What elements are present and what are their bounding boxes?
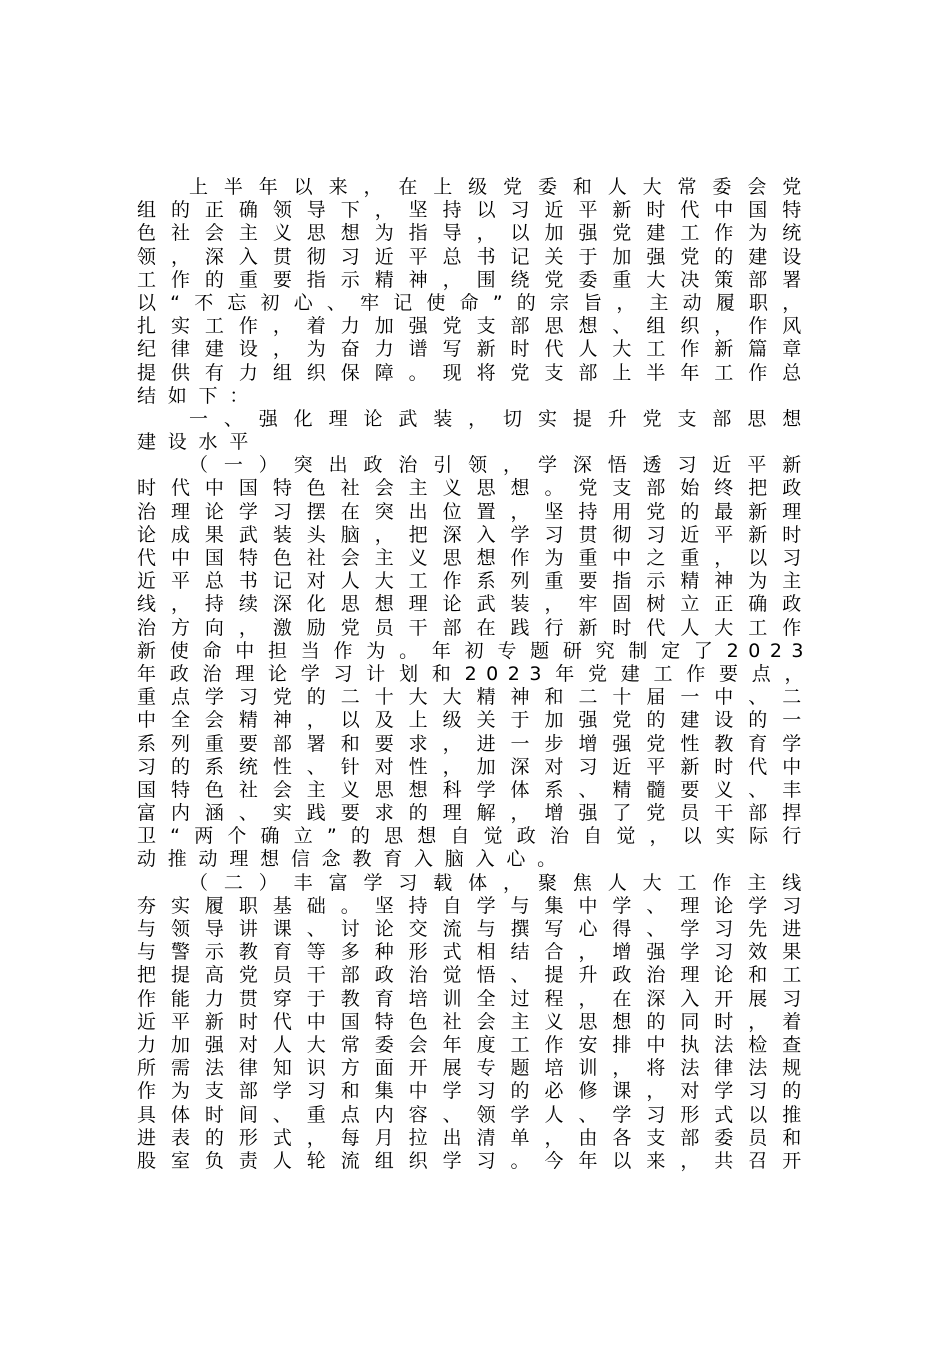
paragraph-line: 治理论学习摆在突出位置，坚持用党的最新理 — [137, 500, 813, 523]
paragraph-line: 重点学习党的二十大大精神和二十届一中、二 — [137, 686, 813, 709]
paragraph-line: 与领导讲课、讨论交流与撰写心得、学习先进 — [137, 918, 813, 940]
paragraph-line: 国特色社会主义思想科学体系、精髓要义、丰 — [137, 778, 813, 801]
paragraph-line: 色社会主义思想为指导，以加强党建工作为统 — [137, 222, 813, 245]
paragraph-line: 股室负责人轮流组织学习。今年以来，共召开 — [137, 1149, 813, 1172]
paragraph-line: 作能力贯穿于教育培训全过程，在深入开展习 — [137, 987, 813, 1010]
paragraph-line: 代中国特色社会主义思想作为重中之重，以习 — [137, 547, 813, 569]
paragraph-line: 工作的重要指示精神，围绕党委重大决策部署 — [137, 268, 813, 291]
paragraph-line: 夯实履职基础。坚持自学与集中学、理论学习 — [137, 894, 813, 917]
paragraph-line: 力加强对人大常委会年度工作安排中执法检查 — [137, 1033, 813, 1056]
paragraph-line: 扎实工作，着力加强党支部思想、组织，作风 — [137, 315, 813, 338]
paragraph-line: 富内涵、实践要求的理解，增强了党员干部捍 — [137, 802, 813, 825]
paragraph-line: 系列重要部署和要求，进一步增强党性教育学 — [137, 732, 813, 755]
paragraph-line: 上半年以来，在上级党委和人大常委会党 — [189, 176, 813, 198]
paragraph-line: 中全会精神，以及上级关于加强党的建设的一 — [137, 709, 813, 732]
paragraph-line: 卫“两个确立”的思想自觉政治自觉，以实际行 — [137, 825, 813, 848]
subsection-heading-line: （二）丰富学习载体，聚焦人大工作主线 — [189, 871, 813, 894]
paragraph-line: 领，深入贯彻习近平总书记关于加强党的建设 — [137, 245, 813, 268]
paragraph-line: 具体时间、重点内容、领学人、学习形式以推 — [137, 1103, 813, 1126]
section-heading-line: 一、强化理论武装，切实提升党支部思想 — [189, 407, 813, 430]
paragraph-line: 动推动理想信念教育入脑入心。 — [137, 848, 568, 871]
paragraph-line: 与警示教育等多种形式相结合，增强学习效果 — [137, 941, 813, 964]
paragraph-line: 进表的形式，每月拉出清单，由各支部委员和 — [137, 1126, 813, 1149]
paragraph-line: 年政治理论学习计划和2023年党建工作要点， — [137, 662, 813, 685]
paragraph-line: 所需法律知识方面开展专题培训，将法律法规 — [137, 1057, 813, 1080]
paragraph-line: 习的系统性、针对性，加深对习近平新时代中 — [137, 755, 813, 778]
paragraph-line: 时代中国特色社会主义思想。党支部始终把政 — [137, 477, 813, 500]
paragraph-line: 把提高党员干部政治觉悟、提升政治理论和工 — [137, 964, 813, 987]
paragraph-line: 作为支部学习和集中学习的必修课，对学习的 — [137, 1080, 813, 1103]
section-heading-line: 建设水平 — [137, 431, 261, 454]
paragraph-line: 新使命中担当作为。年初专题研究制定了2023 — [137, 639, 813, 662]
paragraph-line: 治方向，激励党员干部在践行新时代人大工作 — [137, 616, 813, 639]
paragraph-line: 线，持续深化思想理论武装，牢固树立正确政 — [137, 593, 813, 616]
paragraph-line: 近平新时代中国特色社会主义思想的同时，着 — [137, 1010, 813, 1033]
paragraph-line: 结如下： — [137, 384, 261, 407]
paragraph-line: 提供有力组织保障。现将党支部上半年工作总 — [137, 361, 813, 384]
paragraph-line: 近平总书记对人大工作系列重要指示精神为主 — [137, 570, 813, 593]
paragraph-line: 以“不忘初心、牢记使命”的宗旨，主动履职， — [137, 291, 813, 314]
subsection-heading-line: （一）突出政治引领，学深悟透习近平新 — [189, 454, 813, 477]
document-body — [137, 176, 813, 1173]
paragraph-line: 纪律建设，为奋力谱写新时代人大工作新篇章 — [137, 338, 813, 361]
paragraph-line: 论成果武装头脑，把深入学习贯彻习近平新时 — [137, 523, 813, 546]
paragraph-line: 组的正确领导下，坚持以习近平新时代中国特 — [137, 199, 813, 222]
